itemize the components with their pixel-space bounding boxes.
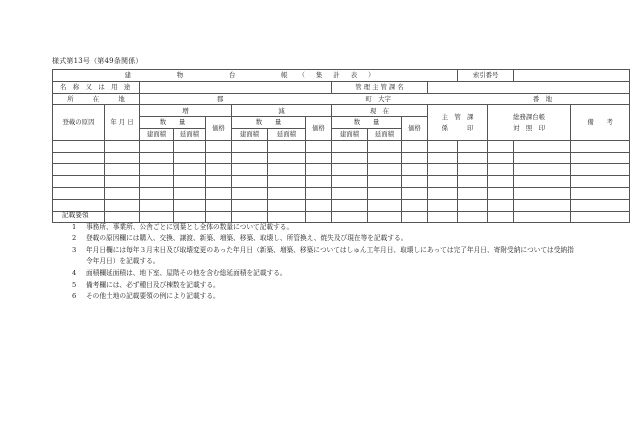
name-or-use-label: 名 称 又 は 用 途 bbox=[53, 81, 140, 93]
register-cell[interactable] bbox=[402, 140, 428, 152]
register-cell[interactable] bbox=[53, 152, 105, 164]
register-row bbox=[53, 176, 630, 188]
register-cell[interactable] bbox=[428, 140, 458, 152]
instruction-item: 4 面積欄延面積は、地下室、屋階その他を含む総延面積を記載する。 bbox=[72, 268, 287, 277]
register-cell[interactable] bbox=[306, 140, 332, 152]
managing-department-label: 管 理 主 管 課 名 bbox=[332, 81, 428, 93]
register-cell[interactable] bbox=[571, 187, 630, 199]
register-cell[interactable] bbox=[206, 164, 232, 176]
managing-department-value[interactable] bbox=[428, 81, 630, 93]
register-cell[interactable] bbox=[368, 176, 402, 188]
register-cell[interactable] bbox=[571, 152, 630, 164]
register-cell[interactable] bbox=[332, 164, 368, 176]
instructions bbox=[64, 210, 578, 303]
register-cell[interactable] bbox=[514, 152, 571, 164]
register-cell[interactable] bbox=[368, 164, 402, 176]
instruction-item: 1 事務所、事業所、公舎ごとに別葉とし全体の数量について記載する。 bbox=[72, 222, 294, 231]
register-title: 建 物 台 帳（集計表） bbox=[53, 70, 458, 82]
register-cell[interactable] bbox=[140, 176, 174, 188]
register-cell[interactable] bbox=[306, 176, 332, 188]
register-cell[interactable] bbox=[458, 164, 488, 176]
register-cell[interactable] bbox=[140, 152, 174, 164]
register-cell[interactable] bbox=[402, 164, 428, 176]
register-cell[interactable] bbox=[174, 176, 206, 188]
register-cell[interactable] bbox=[332, 176, 368, 188]
increase-building-area-header: 建面積 bbox=[140, 128, 174, 140]
decrease-price-header: 価格 bbox=[306, 117, 332, 141]
location-value[interactable] bbox=[140, 93, 630, 105]
register-cell[interactable] bbox=[458, 176, 488, 188]
register-cell[interactable] bbox=[488, 152, 514, 164]
location-label: 所 在 地 bbox=[53, 93, 140, 105]
register-cell[interactable] bbox=[402, 152, 428, 164]
register-cell[interactable] bbox=[514, 176, 571, 188]
decrease-building-area-header: 建面積 bbox=[232, 128, 268, 140]
register-cell[interactable] bbox=[306, 187, 332, 199]
column-increase: 増 bbox=[140, 105, 232, 117]
instructions-heading: 記載要領 bbox=[62, 211, 89, 219]
register-cell[interactable] bbox=[174, 140, 206, 152]
register-cell[interactable] bbox=[332, 140, 368, 152]
register-cell[interactable] bbox=[488, 140, 514, 152]
register-cell[interactable] bbox=[428, 152, 458, 164]
current-floor-area-header: 延面積 bbox=[368, 128, 402, 140]
decrease-floor-area-header: 延面積 bbox=[268, 128, 306, 140]
increase-price-header: 価格 bbox=[206, 117, 232, 141]
column-current: 現 在 bbox=[332, 105, 428, 117]
register-cell[interactable] bbox=[571, 140, 630, 152]
register-cell[interactable] bbox=[232, 164, 268, 176]
register-cell[interactable] bbox=[206, 187, 232, 199]
register-cell[interactable] bbox=[368, 140, 402, 152]
register-row bbox=[53, 164, 630, 176]
register-cell[interactable] bbox=[232, 140, 268, 152]
register-cell[interactable] bbox=[402, 176, 428, 188]
index-number-value[interactable] bbox=[514, 70, 630, 82]
register-cell[interactable] bbox=[232, 187, 268, 199]
form-number-label: 様式第13号（第49条関係） bbox=[52, 57, 143, 65]
current-quantity-header: 数 量 bbox=[332, 117, 402, 129]
register-cell[interactable] bbox=[571, 199, 630, 211]
register-cell[interactable] bbox=[140, 140, 174, 152]
column-remarks: 備 考 bbox=[571, 105, 630, 140]
register-cell[interactable] bbox=[140, 187, 174, 199]
register-cell[interactable] bbox=[268, 176, 306, 188]
register-cell[interactable] bbox=[53, 176, 105, 188]
register-cell[interactable] bbox=[428, 187, 458, 199]
register-cell[interactable] bbox=[174, 187, 206, 199]
register-cell[interactable] bbox=[268, 164, 306, 176]
register-cell[interactable] bbox=[232, 152, 268, 164]
register-cell[interactable] bbox=[105, 140, 140, 152]
instruction-item: 5 備考欄には、必ず種目及び棟数を記載する。 bbox=[72, 280, 220, 289]
current-price-header: 価格 bbox=[402, 117, 428, 141]
column-date: 年 月 日 bbox=[105, 105, 140, 140]
register-cell[interactable] bbox=[368, 152, 402, 164]
register-cell[interactable] bbox=[53, 187, 105, 199]
register-cell[interactable] bbox=[268, 152, 306, 164]
register-cell[interactable] bbox=[514, 140, 571, 152]
register-cell[interactable] bbox=[571, 211, 630, 223]
name-or-use-value[interactable] bbox=[140, 81, 332, 93]
address-lot: 番 地 bbox=[532, 94, 553, 103]
index-number-label: 索引番号 bbox=[458, 70, 514, 82]
register-cell[interactable] bbox=[402, 187, 428, 199]
address-town: 町 大字 bbox=[365, 94, 391, 103]
register-cell[interactable] bbox=[514, 187, 571, 199]
column-reason: 登載の原因 bbox=[53, 105, 105, 140]
address-gun: 郡 bbox=[216, 94, 224, 103]
register-cell[interactable] bbox=[488, 176, 514, 188]
increase-floor-area-header: 延面積 bbox=[174, 128, 206, 140]
register-row bbox=[53, 140, 630, 152]
register-cell[interactable] bbox=[174, 152, 206, 164]
instruction-item: 3 年月日欄には毎年３月末日及び取壊変更のあった年月日（新築、増築、移築についてはしゅん工年月日、取壊しにあっては完了年月日、寄附受納については受納指令年月日）を記載する。 bbox=[72, 245, 574, 266]
register-cell[interactable] bbox=[428, 176, 458, 188]
instruction-item: 6 その他土地の記載要領の例により記載する。 bbox=[72, 292, 220, 301]
register-cell[interactable] bbox=[458, 140, 488, 152]
register-cell[interactable] bbox=[174, 164, 206, 176]
register-cell[interactable] bbox=[206, 152, 232, 164]
register-cell[interactable] bbox=[458, 152, 488, 164]
register-cell[interactable] bbox=[368, 187, 402, 199]
register-cell[interactable] bbox=[105, 152, 140, 164]
register-cell[interactable] bbox=[206, 140, 232, 152]
column-decrease: 減 bbox=[232, 105, 332, 117]
register-row bbox=[53, 187, 630, 199]
register-cell[interactable] bbox=[268, 187, 306, 199]
column-general-seal: 総務課台帳 対 照 印 bbox=[488, 105, 571, 140]
building-register-table bbox=[52, 69, 630, 223]
register-cell[interactable] bbox=[428, 164, 458, 176]
instruction-item: 2 登載の原因欄には購入、交換、譲渡、新築、増築、移築、取壊し、所管換え、焼失及び現在等を記載する。 bbox=[72, 234, 408, 243]
register-cell[interactable] bbox=[488, 187, 514, 199]
register-cell[interactable] bbox=[332, 187, 368, 199]
register-cell[interactable] bbox=[306, 164, 332, 176]
decrease-quantity-header: 数 量 bbox=[232, 117, 306, 129]
register-cell[interactable] bbox=[206, 176, 232, 188]
column-dept-seal: 主 管 課 係 印 bbox=[428, 105, 488, 140]
register-cell[interactable] bbox=[268, 140, 306, 152]
register-row bbox=[53, 152, 630, 164]
register-cell[interactable] bbox=[571, 176, 630, 188]
current-building-area-header: 建面積 bbox=[332, 128, 368, 140]
register-cell[interactable] bbox=[332, 152, 368, 164]
register-cell[interactable] bbox=[306, 152, 332, 164]
register-cell[interactable] bbox=[571, 164, 630, 176]
register-cell[interactable] bbox=[53, 164, 105, 176]
register-cell[interactable] bbox=[105, 187, 140, 199]
register-cell[interactable] bbox=[488, 164, 514, 176]
register-cell[interactable] bbox=[232, 176, 268, 188]
register-cell[interactable] bbox=[105, 176, 140, 188]
register-cell[interactable] bbox=[458, 187, 488, 199]
register-cell[interactable] bbox=[514, 164, 571, 176]
increase-quantity-header: 数 量 bbox=[140, 117, 206, 129]
register-cell[interactable] bbox=[105, 164, 140, 176]
register-cell[interactable] bbox=[53, 140, 105, 152]
register-cell[interactable] bbox=[140, 164, 174, 176]
